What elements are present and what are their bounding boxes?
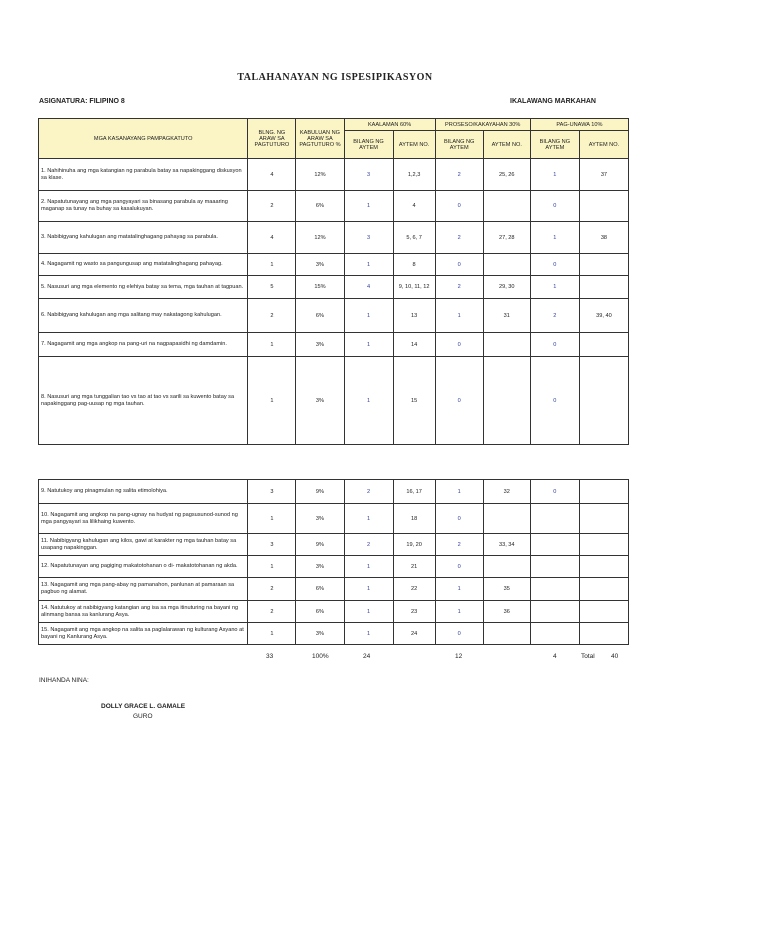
understanding-count-cell: 0 xyxy=(530,254,579,276)
understanding-count-cell: 1 xyxy=(530,222,579,254)
knowledge-count-cell: 1 xyxy=(344,357,393,445)
percent-cell: 3% xyxy=(296,254,344,276)
competency-cell: 2. Napatutunayang ang mga pangyayari sa binasang parabula ay maaaring maganap sa tunay na buhay sa kasalukuyan. xyxy=(39,191,248,222)
understanding-items-cell xyxy=(579,534,628,556)
knowledge-count-cell: 2 xyxy=(344,480,393,504)
percent-cell: 6% xyxy=(296,578,344,601)
total-label: Total xyxy=(581,653,595,660)
days-cell: 2 xyxy=(248,299,296,333)
teacher-name: DOLLY GRACE L. GAMALE xyxy=(101,703,186,710)
days-cell: 2 xyxy=(248,601,296,623)
process-count-cell: 1 xyxy=(435,578,483,601)
knowledge-items-cell: 8 xyxy=(393,254,435,276)
table-row xyxy=(39,333,629,357)
understanding-count-cell xyxy=(530,504,579,534)
header-understanding-items: AYTEM NO. xyxy=(579,131,628,159)
competency-cell: 6. Nabibigyang kahulugan ang mga salitang may nakatagong kahulugan. xyxy=(39,299,248,333)
header-percent: KABULUAN NG ARAW SA PAGTUTURO % xyxy=(296,119,344,159)
process-items-cell: 27, 28 xyxy=(483,222,530,254)
knowledge-count-cell: 3 xyxy=(344,159,393,191)
process-count-cell: 0 xyxy=(435,191,483,222)
competency-cell: 1. Nahihinuha ang mga katangian ng parabula batay sa napakinggang diskusyon sa klase. xyxy=(39,159,248,191)
percent-cell: 3% xyxy=(296,504,344,534)
header-knowledge-count: BILANG NG AYTEM xyxy=(344,131,393,159)
percent-cell: 9% xyxy=(296,534,344,556)
process-items-cell: 35 xyxy=(483,578,530,601)
days-cell: 3 xyxy=(248,480,296,504)
table-row xyxy=(39,222,629,254)
days-cell: 2 xyxy=(248,191,296,222)
knowledge-count-cell: 1 xyxy=(344,191,393,222)
understanding-items-cell: 37 xyxy=(579,159,628,191)
prepared-by-label: INIHANDA NINA: xyxy=(39,677,89,684)
days-cell: 1 xyxy=(248,357,296,445)
knowledge-count-cell: 1 xyxy=(344,254,393,276)
table-row xyxy=(39,504,629,534)
process-count-cell: 2 xyxy=(435,534,483,556)
table-row xyxy=(39,191,629,222)
knowledge-items-cell: 14 xyxy=(393,333,435,357)
understanding-items-cell xyxy=(579,556,628,578)
process-count-cell: 0 xyxy=(435,254,483,276)
total-percent: 100% xyxy=(312,653,329,660)
process-items-cell xyxy=(483,191,530,222)
knowledge-items-cell: 13 xyxy=(393,299,435,333)
document-title: TALAHANAYAN NG ISPESIPIKASYON xyxy=(237,72,433,83)
table-row xyxy=(39,556,629,578)
percent-cell: 3% xyxy=(296,333,344,357)
competency-cell: 12. Napatutunayan ang pagiging makatotohanan o di- makatotohanan ng akda. xyxy=(39,556,248,578)
days-cell: 1 xyxy=(248,333,296,357)
understanding-items-cell xyxy=(579,578,628,601)
total-knowledge: 24 xyxy=(363,653,371,660)
process-count-cell: 0 xyxy=(435,623,483,645)
percent-cell: 3% xyxy=(296,556,344,578)
process-items-cell xyxy=(483,254,530,276)
knowledge-items-cell: 18 xyxy=(393,504,435,534)
understanding-count-cell: 0 xyxy=(530,333,579,357)
knowledge-count-cell: 1 xyxy=(344,299,393,333)
table-row xyxy=(39,534,629,556)
competency-cell: 8. Nasusuri ang mga tunggalian tao vs tao at tao vs sarili sa kuwento batay sa napakinggang pag-uusap ng mga tauhan. xyxy=(39,357,248,445)
understanding-count-cell: 2 xyxy=(530,299,579,333)
days-cell: 1 xyxy=(248,504,296,534)
knowledge-items-cell: 5, 6, 7 xyxy=(393,222,435,254)
process-count-cell: 2 xyxy=(435,222,483,254)
percent-cell: 9% xyxy=(296,480,344,504)
table-row xyxy=(39,299,629,333)
knowledge-items-cell: 16, 17 xyxy=(393,480,435,504)
knowledge-count-cell: 1 xyxy=(344,623,393,645)
understanding-items-cell: 38 xyxy=(579,222,628,254)
total-days: 33 xyxy=(266,653,274,660)
total-understanding: 4 xyxy=(553,653,557,660)
process-items-cell xyxy=(483,333,530,357)
percent-cell: 6% xyxy=(296,191,344,222)
process-count-cell: 2 xyxy=(435,159,483,191)
process-items-cell: 36 xyxy=(483,601,530,623)
days-cell: 1 xyxy=(248,623,296,645)
competency-cell: 15. Nagagamit ang mga angkop na salita sa paglalarawan ng kulturang Asyano at bayani ng Kanlurang Asya. xyxy=(39,623,248,645)
days-cell: 3 xyxy=(248,534,296,556)
process-count-cell: 0 xyxy=(435,357,483,445)
understanding-items-cell xyxy=(579,191,628,222)
competency-cell: 10. Nagagamit ang angkop na pang-ugnay na hudyat ng pagsusunod-sunod ng mga pangyayari sa lilikhaing kuwento. xyxy=(39,504,248,534)
subject-label: ASIGNATURA: FILIPINO 8 xyxy=(39,98,125,105)
process-items-cell xyxy=(483,357,530,445)
process-count-cell: 1 xyxy=(435,601,483,623)
understanding-items-cell: 39, 40 xyxy=(579,299,628,333)
process-items-cell: 29, 30 xyxy=(483,276,530,299)
knowledge-items-cell: 1,2,3 xyxy=(393,159,435,191)
process-items-cell: 25, 26 xyxy=(483,159,530,191)
percent-cell: 3% xyxy=(296,357,344,445)
understanding-count-cell: 0 xyxy=(530,191,579,222)
understanding-items-cell xyxy=(579,333,628,357)
understanding-count-cell: 1 xyxy=(530,159,579,191)
table-row xyxy=(39,623,629,645)
understanding-items-cell xyxy=(579,254,628,276)
knowledge-count-cell: 4 xyxy=(344,276,393,299)
knowledge-count-cell: 2 xyxy=(344,534,393,556)
understanding-count-cell xyxy=(530,623,579,645)
knowledge-count-cell: 1 xyxy=(344,601,393,623)
table-row xyxy=(39,159,629,191)
process-items-cell: 32 xyxy=(483,480,530,504)
table-1-body xyxy=(39,159,629,445)
process-count-cell: 1 xyxy=(435,480,483,504)
table-row xyxy=(39,578,629,601)
knowledge-count-cell: 1 xyxy=(344,556,393,578)
header-process: PROSESO/KAKAYAHAN 30% xyxy=(435,119,530,131)
header-understanding: PAG-UNAWA 10% xyxy=(530,119,628,131)
understanding-items-cell xyxy=(579,601,628,623)
process-items-cell xyxy=(483,556,530,578)
understanding-items-cell xyxy=(579,357,628,445)
understanding-items-cell xyxy=(579,480,628,504)
header-knowledge: KAALAMAN 60% xyxy=(344,119,435,131)
quarter-label: IKALAWANG MARKAHAN xyxy=(510,98,596,105)
knowledge-items-cell: 23 xyxy=(393,601,435,623)
total-process: 12 xyxy=(455,653,463,660)
understanding-count-cell: 1 xyxy=(530,276,579,299)
percent-cell: 6% xyxy=(296,299,344,333)
understanding-items-cell xyxy=(579,276,628,299)
table-row xyxy=(39,601,629,623)
knowledge-count-cell: 1 xyxy=(344,333,393,357)
competency-cell: 11. Nabibigyang kahulugan ang kilos, gawi at karakter ng mga tauhan batay sa usapang napakinggan. xyxy=(39,534,248,556)
understanding-count-cell: 0 xyxy=(530,480,579,504)
days-cell: 2 xyxy=(248,578,296,601)
competency-cell: 13. Nagagamit ang mga pang-abay ng pamanahon, panlunan at pamaraan sa pagbuo ng alamat. xyxy=(39,578,248,601)
competency-cell: 4. Nagagamit ng wasto sa pangungusap ang matatalinghagang pahayag. xyxy=(39,254,248,276)
process-items-cell xyxy=(483,623,530,645)
percent-cell: 12% xyxy=(296,222,344,254)
understanding-items-cell xyxy=(579,623,628,645)
total-value: 40 xyxy=(611,653,619,660)
table-row xyxy=(39,276,629,299)
knowledge-count-cell: 3 xyxy=(344,222,393,254)
header-knowledge-items: AYTEM NO. xyxy=(393,131,435,159)
process-count-cell: 1 xyxy=(435,299,483,333)
competency-cell: 14. Natutukoy at nabibigyang katangian ang isa sa mga itinuturing na bayani ng alinmang bansa sa kanlurang Asya. xyxy=(39,601,248,623)
days-cell: 1 xyxy=(248,254,296,276)
knowledge-items-cell: 19, 20 xyxy=(393,534,435,556)
percent-cell: 12% xyxy=(296,159,344,191)
days-cell: 5 xyxy=(248,276,296,299)
competency-cell: 5. Nasusuri ang mga elemento ng elehiya batay sa tema, mga tauhan at tagpuan. xyxy=(39,276,248,299)
header-understanding-count: BILANG NG AYTEM xyxy=(530,131,579,159)
process-items-cell: 33, 34 xyxy=(483,534,530,556)
percent-cell: 15% xyxy=(296,276,344,299)
knowledge-items-cell: 21 xyxy=(393,556,435,578)
table-row xyxy=(39,357,629,445)
knowledge-items-cell: 15 xyxy=(393,357,435,445)
specification-table-1 xyxy=(38,118,629,445)
understanding-count-cell xyxy=(530,601,579,623)
header-process-count: BILANG NG AYTEM xyxy=(435,131,483,159)
table-row xyxy=(39,254,629,276)
percent-cell: 6% xyxy=(296,601,344,623)
understanding-count-cell xyxy=(530,534,579,556)
understanding-count-cell: 0 xyxy=(530,357,579,445)
specification-table-2 xyxy=(38,479,629,645)
knowledge-count-cell: 1 xyxy=(344,504,393,534)
header-days: BLNG. NG ARAW SA PAGTUTURO xyxy=(248,119,296,159)
knowledge-items-cell: 9, 10, 11, 12 xyxy=(393,276,435,299)
percent-cell: 3% xyxy=(296,623,344,645)
days-cell: 1 xyxy=(248,556,296,578)
understanding-count-cell xyxy=(530,556,579,578)
process-count-cell: 2 xyxy=(435,276,483,299)
knowledge-count-cell: 1 xyxy=(344,578,393,601)
knowledge-items-cell: 24 xyxy=(393,623,435,645)
knowledge-items-cell: 4 xyxy=(393,191,435,222)
process-count-cell: 0 xyxy=(435,504,483,534)
knowledge-items-cell: 22 xyxy=(393,578,435,601)
header-process-items: AYTEM NO. xyxy=(483,131,530,159)
understanding-items-cell xyxy=(579,504,628,534)
table-row xyxy=(39,480,629,504)
table-2-body xyxy=(39,480,629,645)
teacher-role: GURO xyxy=(133,713,153,720)
competency-cell: 9. Natutukoy ang pinagmulan ng salita etimolohiya. xyxy=(39,480,248,504)
competency-cell: 7. Nagagamit ang mga angkop na pang-uri na nagpapasidhi ng damdamin. xyxy=(39,333,248,357)
header-competencies: MGA KASANAYANG PAMPAGKATUTO xyxy=(39,119,248,159)
understanding-count-cell xyxy=(530,578,579,601)
competency-cell: 3. Nabibigyang kahulugan ang matatalinghagang pahayag sa parabula. xyxy=(39,222,248,254)
process-count-cell: 0 xyxy=(435,333,483,357)
days-cell: 4 xyxy=(248,159,296,191)
process-items-cell: 31 xyxy=(483,299,530,333)
process-items-cell xyxy=(483,504,530,534)
days-cell: 4 xyxy=(248,222,296,254)
process-count-cell: 0 xyxy=(435,556,483,578)
